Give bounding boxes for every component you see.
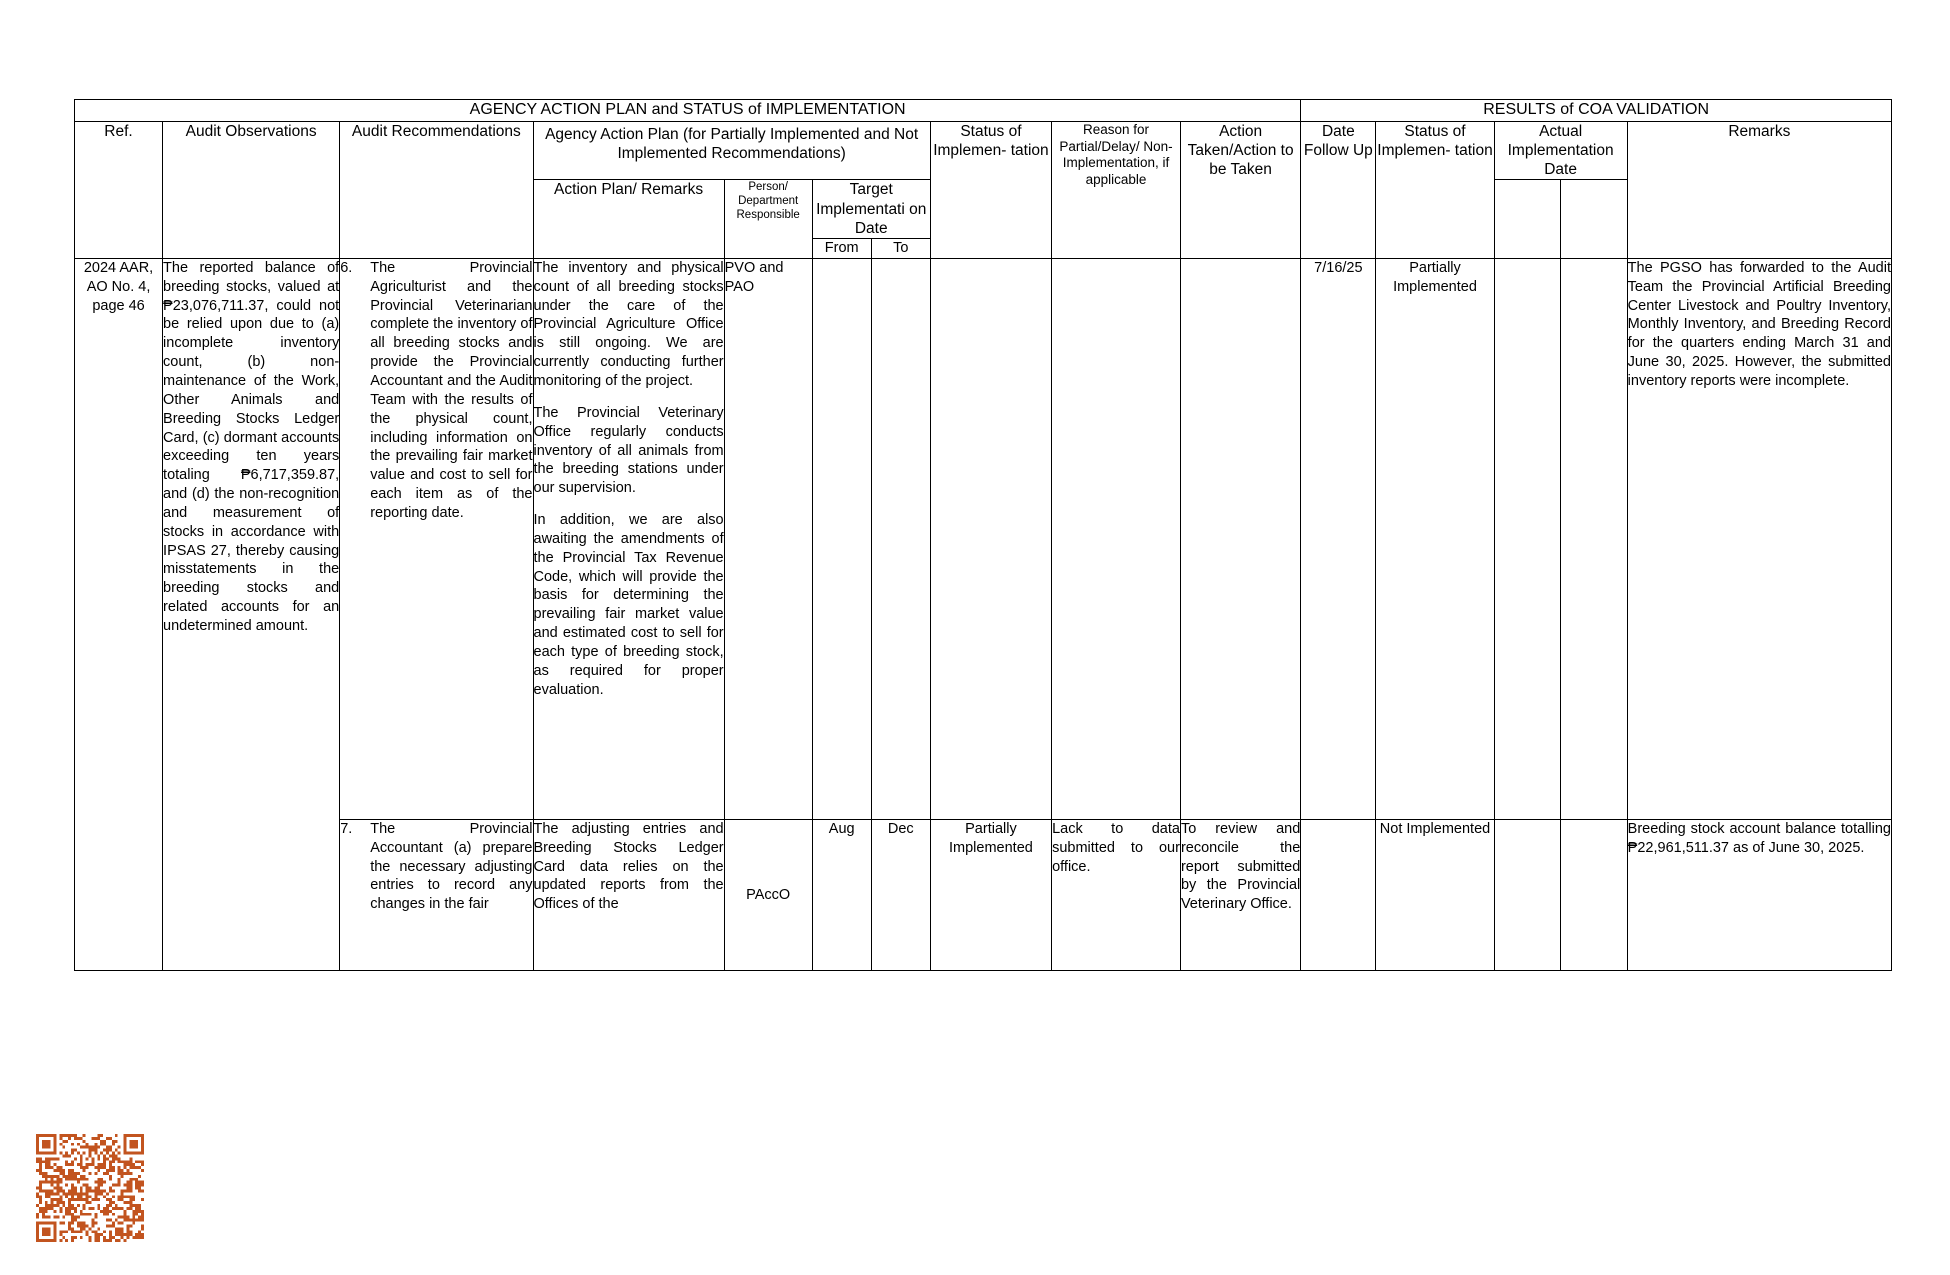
header-band-results-coa-validation: RESULTS of COA VALIDATION xyxy=(1301,100,1892,122)
cell-actual-to xyxy=(1561,258,1628,819)
col-header-date-follow-up: Date Follow Up xyxy=(1301,121,1376,258)
cell-coa-status: Not Implemented xyxy=(1376,819,1494,970)
cell-actual-from xyxy=(1494,258,1561,819)
cell-reason xyxy=(1052,258,1181,819)
paragraph: The inventory and physical count of all breeding stocks under the care of the Provincial Agriculture Office is still ongoing. We are currently conducting further monitoring of the project. xyxy=(533,259,724,390)
col-header-action-taken: Action Taken/Action to be Taken xyxy=(1180,121,1300,258)
cell-person-responsible: PVO and PAO xyxy=(724,258,812,819)
action-plan-paragraphs xyxy=(534,820,724,914)
header-group-row xyxy=(75,121,1892,180)
recommendation-text: The Provincial Accountant (a) prepare the necessary adjusting entries to record any changes in the fair xyxy=(370,820,533,913)
table-row xyxy=(75,819,1892,970)
cell-audit-observation: The reported balance of breeding stocks, valued at ₱23,076,711.37, could not be relied upon due to (a) incomplete inventory count, (b) non-maintenance of the Work, Other Animals and Breeding Stocks Ledger Card, (c) dormant accounts exceeding ten years totaling ₱6,717,359.87, and (d) the non-recognition and measurement of stocks in accordance with IPSAS 27, thereby causing misstatements in the breeding stocks and related accounts for an undetermined amount. xyxy=(163,258,340,970)
cell-actual-from xyxy=(1494,819,1561,970)
col-header-action-plan-remarks: Action Plan/ Remarks xyxy=(533,180,724,259)
cell-target-to xyxy=(871,258,930,819)
cell-action-plan-remarks xyxy=(533,258,724,819)
audit-action-plan-table xyxy=(74,99,1892,971)
table-row xyxy=(75,258,1892,819)
cell-date-follow-up: 7/16/25 xyxy=(1301,258,1376,819)
cell-status-of-implementation: Partially Implemented xyxy=(930,819,1051,970)
col-header-status-of-implementation: Status of Implemen- tation xyxy=(930,121,1051,258)
paragraph: The Provincial Veterinary Office regularly conducts inventory of all animals from the breeding stations under our supervision. xyxy=(533,404,724,497)
cell-actual-to xyxy=(1561,819,1628,970)
recommendation-number: 6. xyxy=(340,259,353,276)
col-header-agency-action-plan-group: Agency Action Plan (for Partially Implemented and Not Implemented Recommendations) xyxy=(533,121,930,180)
cell-coa-status: Partially Implemented xyxy=(1376,258,1494,819)
col-header-person-department-responsible: Person/ Department Responsible xyxy=(724,180,812,259)
cell-audit-recommendation xyxy=(340,258,533,819)
col-header-remarks: Remarks xyxy=(1627,121,1891,258)
cell-target-from xyxy=(812,258,871,819)
recommendation-number: 7. xyxy=(340,820,353,837)
col-header-target-from: From xyxy=(812,239,871,259)
header-band-agency-action-plan: AGENCY ACTION PLAN and STATUS of IMPLEMENTATION xyxy=(75,100,1301,122)
paragraph: The adjusting entries and Breeding Stocks Ledger Card data relies on the updated reports from the Offices of the xyxy=(533,820,724,913)
col-header-target-to: To xyxy=(871,239,930,259)
cell-reason: Lack to data submitted to our office. xyxy=(1052,819,1181,970)
cell-ref: 2024 AAR, AO No. 4, page 46 xyxy=(75,258,163,970)
qr-code-image xyxy=(36,1134,144,1242)
cell-action-taken: To review and reconcile the report submitted by the Provincial Veterinary Office. xyxy=(1180,819,1300,970)
cell-person-responsible: PAccO xyxy=(724,819,812,970)
qr-code xyxy=(36,1134,144,1242)
col-header-audit-recommendations: Audit Recommendations xyxy=(340,121,533,258)
cell-target-to: Dec xyxy=(871,819,930,970)
col-header-actual-date-spacer xyxy=(1494,180,1561,259)
paragraph: In addition, we are also awaiting the amendments of the Provincial Tax Revenue Code, which will provide the basis for determining the prevailing fair market value and estimated cost to sell for each type of breeding stock, as required for proper evaluation. xyxy=(533,512,724,698)
col-header-actual-implementation-date: Actual Implementation Date xyxy=(1494,121,1627,180)
recommendation-text: The Provincial Agriculturist and the Provincial Veterinarian complete the inventory of all breeding stocks and provide the Provincial Accountant and the Audit Team with the results of the physical count, including information on the prevailing fair market value and cost to sell for each item as of the reporting date. xyxy=(370,259,533,521)
col-header-coa-status-of-implementation: Status of Implemen- tation xyxy=(1376,121,1494,258)
cell-date-follow-up xyxy=(1301,819,1376,970)
cell-target-from: Aug xyxy=(812,819,871,970)
cell-action-plan-remarks xyxy=(533,819,724,970)
cell-audit-recommendation xyxy=(340,819,533,970)
cell-remarks: Breeding stock account balance totalling ₱22,961,511.37 as of June 30, 2025. xyxy=(1627,819,1891,970)
cell-action-taken xyxy=(1180,258,1300,819)
header-band-row xyxy=(75,100,1892,122)
col-header-ref: Ref. xyxy=(75,121,163,258)
cell-remarks: The PGSO has forwarded to the Audit Team the Provincial Artificial Breeding Center Livestock and Poultry Inventory, Monthly Inventory, and Breeding Record for the quarters ending March 31 and June 30, 2025. However, the submitted inventory reports were incomplete. xyxy=(1627,258,1891,819)
col-header-audit-observations: Audit Observations xyxy=(163,121,340,258)
cell-status-of-implementation xyxy=(930,258,1051,819)
col-header-actual-date-spacer-2 xyxy=(1561,180,1628,259)
col-header-target-implementation-date: Target Implementati on Date xyxy=(812,180,930,239)
col-header-reason-partial-delay: Reason for Partial/Delay/ Non- Implementation, if applicable xyxy=(1052,121,1181,258)
action-plan-paragraphs xyxy=(534,259,724,700)
